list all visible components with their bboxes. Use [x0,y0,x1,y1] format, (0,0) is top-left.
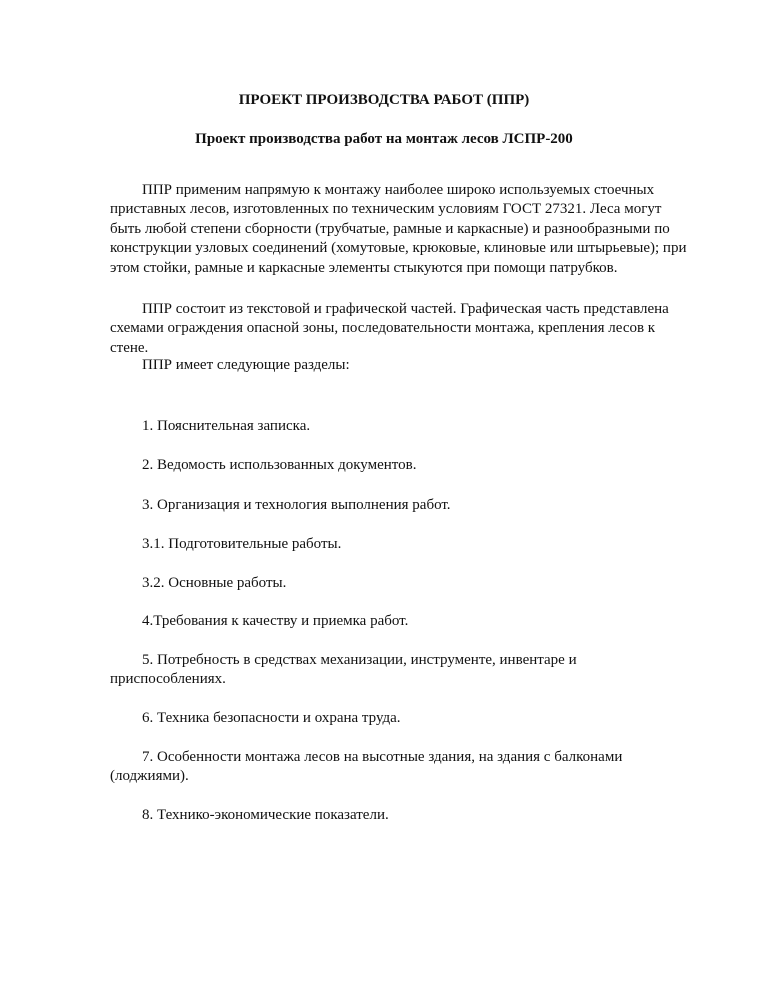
section-item-line: приспособлениях. [110,671,226,688]
section-item-line: 4.Требования к качеству и приемка работ. [142,613,409,629]
section-item-line: 3.1. Подготовительные работы. [142,536,342,552]
intro-paragraph-line: конструкции узловых соединений (хомутовые, крюковые, клиновые или штырьевые); при [110,240,687,257]
section-item [110,496,670,515]
document-subtitle: Проект производства работ на монтаж лесов ЛСПР-200 [195,131,573,147]
section-item-line: 1. Пояснительная записка. [142,418,311,434]
sections-intro [110,356,670,375]
structure-paragraph [110,300,670,358]
section-item [110,612,670,631]
section-item [110,806,670,825]
section-item-line: 3. Организация и технология выполнения работ. [142,497,451,513]
section-item-line: 7. Особенности монтажа лесов на высотные здания, на здания с балконами [142,749,623,765]
section-item [110,748,670,787]
section-item [110,456,670,475]
intro-paragraph-line: быть любой степени сборности (трубчатые, рамные и каркасные) и разнообразными по [110,220,670,237]
document-title: ПРОЕКТ ПРОИЗВОДСТВА РАБОТ (ППР) [238,92,530,108]
section-item-line: 5. Потребность в средствах механизации, инструменте, инвентаре и [142,652,577,668]
section-item-line: 2. Ведомость использованных документов. [142,457,417,473]
section-item-line: 6. Техника безопасности и охрана труда. [142,710,401,726]
section-item-line: 3.2. Основные работы. [142,575,287,591]
section-item-line: 8. Технико-экономические показатели. [142,807,389,823]
intro-paragraph-line: ППР применим напрямую к монтажу наиболее широко используемых стоечных [142,182,655,198]
intro-paragraph [110,181,687,278]
section-item [110,417,670,436]
section-item [110,651,670,690]
intro-paragraph-line: этом стойки, рамные и каркасные элементы стыкуются при помощи патрубков. [110,259,618,276]
section-item [110,709,670,728]
sections-intro-line: ППР имеет следующие разделы: [142,357,350,373]
intro-paragraph-line: приставных лесов, изготовленных по техническим условиям ГОСТ 27321. Леса могут [110,201,662,218]
section-item-line: (лоджиями). [110,768,189,785]
structure-paragraph-line: ППР состоит из текстовой и графической частей. Графическая часть представлена [142,301,669,317]
structure-paragraph-line: схемами ограждения опасной зоны, последовательности монтажа, крепления лесов к [110,320,656,337]
section-item [110,574,670,593]
structure-paragraph-line: стене. [110,339,149,356]
section-item [110,535,670,554]
